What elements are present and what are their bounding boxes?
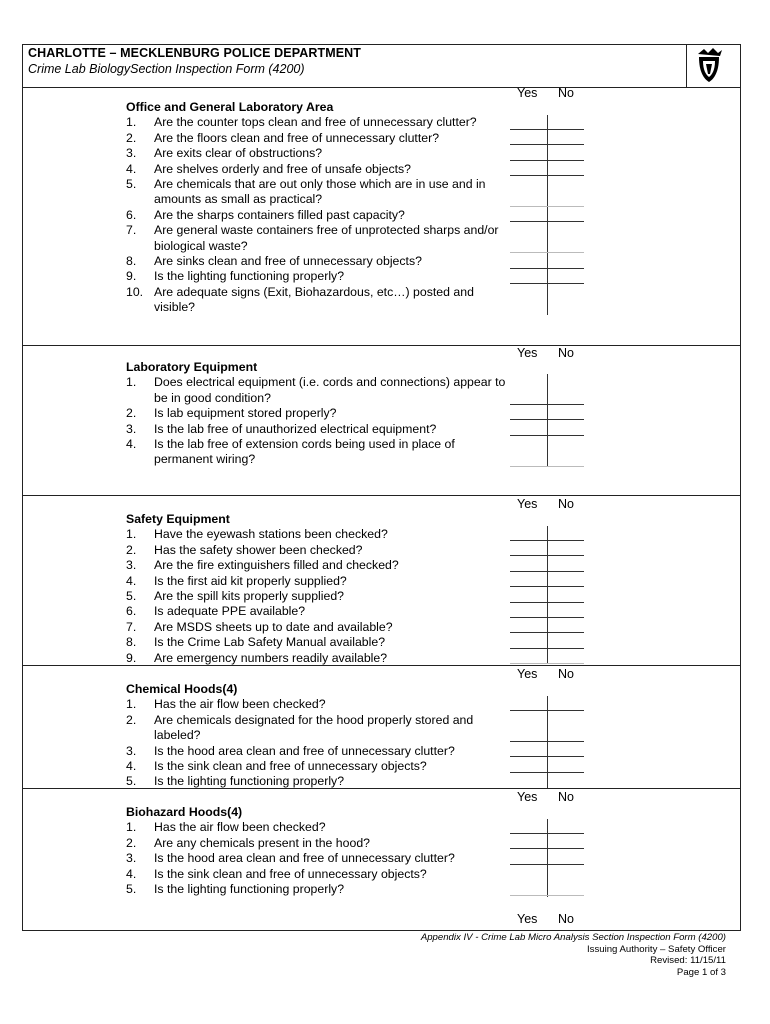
question-item: 8. Are sinks clean and free of unnecessary objects? [126,254,422,269]
question-item: 6. Are the sharps containers filled past capacity? [126,207,405,222]
section-office-general [126,100,506,316]
form-bottom-rule [22,930,740,931]
section-title: Safety Equipment [126,512,230,526]
section-lab-equipment [126,360,506,468]
question-item: 3. Is the lab free of unauthorized electrical equipment? [126,421,437,436]
question-item: 7. Are MSDS sheets up to date and available? [126,619,393,634]
question-item: 6. Is adequate PPE available? [126,604,306,619]
section-rule-2 [22,495,740,496]
footer-appendix: Appendix IV - Crime Lab Micro Analysis Section Inspection Form (4200) [420,932,726,943]
question-item: 2. Are chemicals designated for the hood properly stored and labeled? [126,712,474,743]
question-item: 4. Is the sink clean and free of unnecessary objects? [126,759,427,774]
header-top-rule [22,44,740,45]
question-item: 7. Are general waste containers free of unprotected sharps and/or biological waste? [126,223,499,253]
section-title: Chemical Hoods(4) [126,682,238,696]
logo-divider [686,44,687,87]
question-item: 5. Is the lighting functioning properly? [126,882,345,897]
answer-grid-safety-equipment[interactable] [510,526,584,664]
answer-grid-lab-equipment[interactable] [510,374,584,466]
question-item: 9. Are emergency numbers readily available? [126,650,388,665]
question-item: 2. Is lab equipment stored properly? [126,406,337,421]
footer-page-number: Page 1 of 3 [676,966,726,978]
inspection-form-page: CHARLOTTE – MECKLENBURG POLICE DEPARTMENT Crime Lab BiologySection Inspection Form (4200) Yes No Yes No Yes No Yes No Yes No Yes No Office and General Laboratory Area 1. Are the counter tops clean and free of unnecessary clutter? 2. Are the floors clean and free of unnecessary clutter? 3. Are exits clear of obstructions? 4. Are shelves orderly and free of unsafe objects? 5. Are chemicals that are out only those which are in use and in amounts as small as practical? 6. Are the sharps containers filled past capacity? 7. Are general waste containers free of unprotected sharps and/or biological waste? 8. Are sinks clean and free of unnecessary objects? 9. Is the lighting functioning properly? 10. Are adequate signs (Exit, Biohazardous, etc…) posted and visible? Laboratory Equipment 1. Does electrical equipment (i.e. cords and connections) appear to be in good condition? 2. Is lab equipment stored properly? 3. Is the lab free of unauthorized electrical equipment? 4. Is the lab free of extension cords being used in place of permanent wiring? Safety Equipment 1. Have the eyewash stations been checked? 2. Has the safety shower been checked? 3. Are the fire extinguishers filled and checked? 4. Is the first aid kit properly supplied? 5. Are the spill kits properly supplied? 6. Is adequate PPE available? 7. Are MSDS sheets up to date and available? 8. Is the Crime Lab Safety Manual available? 9. Are emergency numbers readily available? Chemical Hoods(4) 1. Has the air flow been checked? 2. Are chemicals designated for the hood properly stored and labeled? 3. Is the hood area clean and free of unnecessary clutter? 4. Is the sink clean and free of unnecessary objects? 5. Is the lighting functioning properly? Biohazard Hoods(4) 1. Has the air flow been checked? 2. Are any chemicals present in the hood? 3. Is the hood area clean and free of unnecessary clutter? 4. Is the sink clean and free of unnecessary objects? 5. Is the lighting functioning properly? Appendix IV - Crime Lab Micro Analysis Section Inspection Form (4200) Issuing Authority – Safety Officer Revised: 11/15/11 Page 1 of 3 [0,0,770,1024]
question-item: 2. Has the safety shower been checked? [126,542,363,557]
answer-grid-biohazard-hoods[interactable] [510,819,584,897]
question-item: 4. Is the sink clean and free of unnecessary objects? [126,866,427,881]
question-item: 4. Is the first aid kit properly supplied? [126,573,347,588]
section-chemical-hoods [126,682,506,790]
question-item: 10. Are adequate signs (Exit, Biohazardous, etc…) posted and visible? [126,284,474,315]
question-item: 9. Is the lighting functioning properly? [126,269,345,284]
question-item: 3. Is the hood area clean and free of unnecessary clutter? [126,743,455,758]
question-item: 4. Is the lab free of extension cords being used in place of permanent wiring? [126,437,455,467]
section-biohazard-hoods [126,805,506,897]
form-left-border [22,44,23,931]
question-item: 1. Has the air flow been checked? [126,697,326,712]
section-title: Laboratory Equipment [126,360,258,374]
answer-grid-office[interactable] [510,115,584,315]
footer-authority: Issuing Authority – Safety Officer [586,943,726,955]
question-item: 3. Are exits clear of obstructions? [126,146,323,161]
page-footer [421,932,726,978]
question-item: 5. Are chemicals that are out only those which are in use and in amounts as small as practical? [126,177,486,207]
question-item: 1. Have the eyewash stations been checked? [126,527,388,542]
question-item: 1. Does electrical equipment (i.e. cords and connections) appear to be in good condition? [126,375,506,405]
form-right-border [740,44,741,931]
question-item: 4. Are shelves orderly and free of unsafe objects? [126,161,412,176]
footer-revised: Revised: 11/15/11 [650,955,726,966]
question-item: 2. Are any chemicals present in the hood? [126,835,371,850]
form-subtitle: Crime Lab BiologySection Inspection Form (4200) [28,62,305,76]
section-title: Biohazard Hoods(4) [126,805,243,819]
question-item: 1. Are the counter tops clean and free of unnecessary clutter? [126,115,477,130]
cmpd-badge-icon [690,46,728,86]
question-item: 5. Is the lighting functioning properly? [126,774,345,789]
question-item: 8. Is the Crime Lab Safety Manual available? [126,635,386,650]
question-item: 3. Are the fire extinguishers filled and checked? [126,558,399,573]
section-safety-equipment [126,512,506,666]
header-bottom-rule [22,87,740,88]
question-item: 5. Are the spill kits properly supplied? [126,589,345,604]
question-item: 2. Are the floors clean and free of unnecessary clutter? [126,130,440,145]
question-item: 1. Has the air flow been checked? [126,820,326,835]
answer-grid-chemical-hoods[interactable] [510,696,584,788]
department-title: CHARLOTTE – MECKLENBURG POLICE DEPARTMENT [28,46,362,60]
section-title: Office and General Laboratory Area [126,100,334,114]
section-rule-1 [22,345,740,346]
question-item: 3. Is the hood area clean and free of unnecessary clutter? [126,851,455,866]
